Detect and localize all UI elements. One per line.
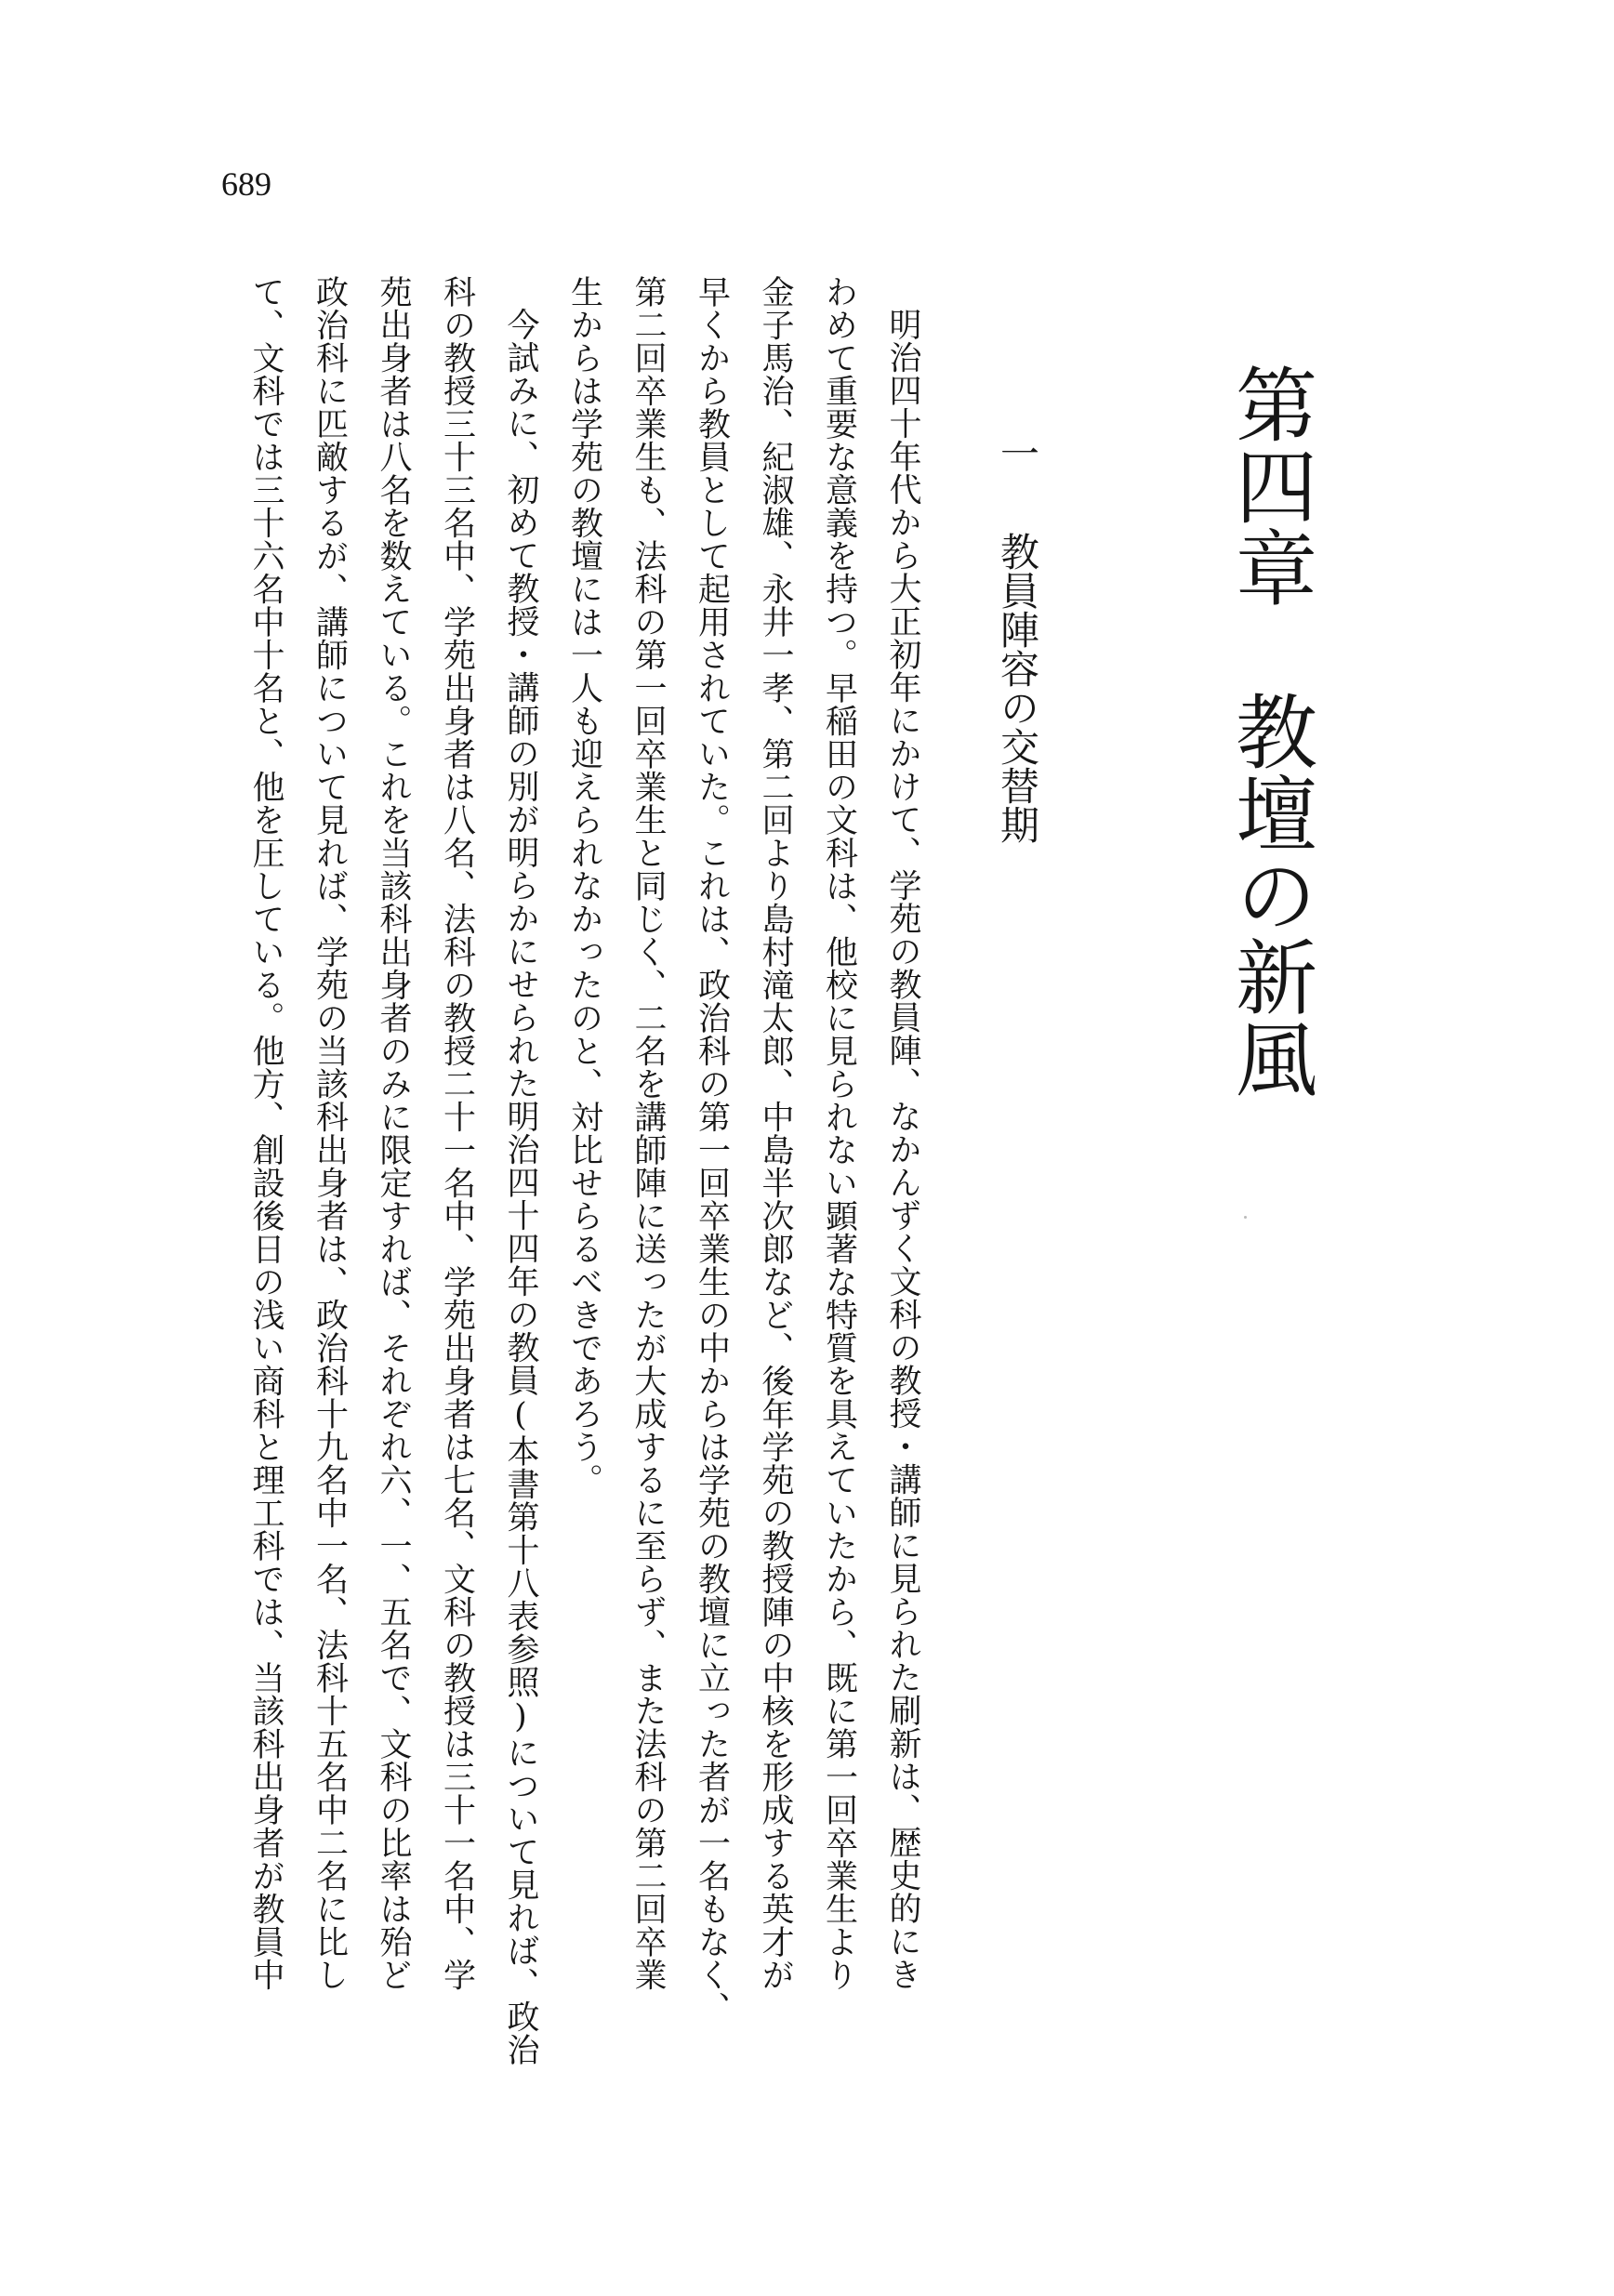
body-line: 金子馬治、紀淑雄、永井一孝、第二回より島村滝太郎、中島半次郎など、後年学苑の教授陣の中核を形成する英才が: [757, 275, 794, 1991]
chapter-title: 第四章 教壇の新風: [1223, 363, 1318, 1099]
body-line: 早くから教員として起用されていた。これは、政治科の第一回卒業生の中からは学苑の教壇に立った者が一名もなく、: [693, 275, 731, 2025]
scan-speck: [1244, 1216, 1247, 1219]
body-line: 明治四十年代から大正初年にかけて、学苑の教員陣、なかんずく文科の教授・講師に見られた刷新は、歴史的にき: [884, 308, 921, 1991]
body-line: 第二回卒業生も、法科の第一回卒業生と同じく、二名を講師陣に送ったが大成するに至らず、また法科の第二回卒業: [629, 275, 667, 1991]
body-line: 政治科に匹敵するが、講師について見れば、学苑の当該科出身者は、政治科十九名中一名、法科十五名中二名に比し: [311, 275, 349, 1991]
body-line: 苑出身者は八名を数えている。これを当該科出身者のみに限定すれば、それぞれ六、一、五名で、文科の比率は殆ど: [375, 275, 412, 1991]
body-line: 科の教授三十三名中、学苑出身者は八名、法科の教授二十一名中、学苑出身者は七名、文科の教授は三十一名中、学: [438, 275, 476, 1991]
section-title: 教員陣容の交替期: [995, 532, 1040, 844]
body-line: 今試みに、初めて教授・講師の別が明らかにせられた明治四十四年の教員(本書第十八表参照)について見れば、政治: [502, 308, 539, 2066]
page-number: 689: [221, 165, 271, 203]
body-line: 生からは学苑の教壇には一人も迎えられなかったのと、対比せらるべきであろう。: [565, 275, 603, 1497]
body-line: わめて重要な意義を持つ。早稲田の文科は、他校に見られない顕著な特質を具えていたから、既に第一回卒業生より: [820, 275, 858, 1991]
body-text: [191, 275, 934, 2066]
section-number: 一: [995, 433, 1040, 472]
section-heading: [991, 433, 1043, 844]
body-line: て、文科では三十六名中十名と、他を圧している。他方、創設後日の浅い商科と理工科では、当該科出身者が教員中: [247, 275, 284, 1991]
